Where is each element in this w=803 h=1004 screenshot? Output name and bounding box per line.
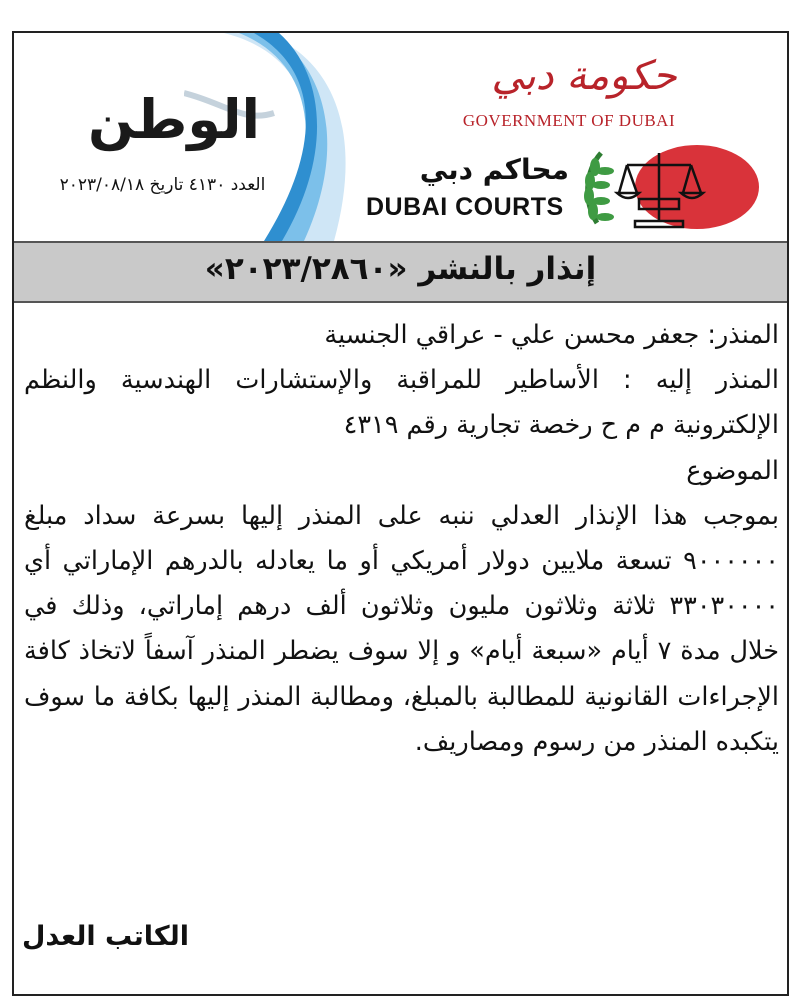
newspaper-masthead: الوطن [87, 88, 261, 151]
courts-ar-text: محاكم دبي [419, 153, 569, 186]
header [14, 33, 787, 241]
government-of-dubai-logo [454, 45, 714, 105]
notifier-line: المنذر: جعفر محسن علي - عراقي الجنسية [324, 320, 779, 350]
issue-date-line: العدد ٤١٣٠ تاريخ ٢٠٢٣/٠٨/١٨ [59, 175, 266, 195]
courts-en-text: DUBAI COURTS [366, 193, 564, 221]
notice-frame [12, 31, 789, 996]
subject-heading: الموضوع [686, 455, 779, 486]
government-en-text: GOVERNMENT OF DUBAI [462, 111, 676, 130]
government-ar-text: حكومة دبي [491, 53, 677, 99]
notice-title: إنذار بالنشر «٢٠٢٣/٢٨٦٠» [204, 251, 597, 287]
title-band [14, 241, 787, 303]
notary-signature: الكاتب العدل [22, 921, 190, 952]
scales-of-justice-icon [579, 141, 759, 233]
notice-body [24, 313, 779, 765]
notified-party-line: المنذر إليه : الأساطير للمراقبة والإستشارات الهندسية والنظم الإلكترونية م م ح رخصة تجارية رقم ٤٣١٩ [24, 365, 779, 441]
subject-paragraph: بموجب هذا الإنذار العدلي ننبه على المنذر إليها بسرعة سداد مبلغ ٩٠٠٠٠٠٠ تسعة ملايين دولار أمريكي أو ما يعادله بالدرهم الإماراتي أي ٣٣٠٣٠٠٠٠ ثلاثة وثلاثون مليون وثلاثون ألف درهم إماراتي، وذلك في خلال مدة ٧ أيام «سبعة أيام» و إلا سوف يضطر المنذر آسفاً لاتخاذ كافة الإجراءات القانونية للمطالبة بالمبلغ، ومطالبة المنذر إليها بكافة ما سوف يتكبده المنذر من رسوم ومصاريف. [24, 500, 779, 757]
